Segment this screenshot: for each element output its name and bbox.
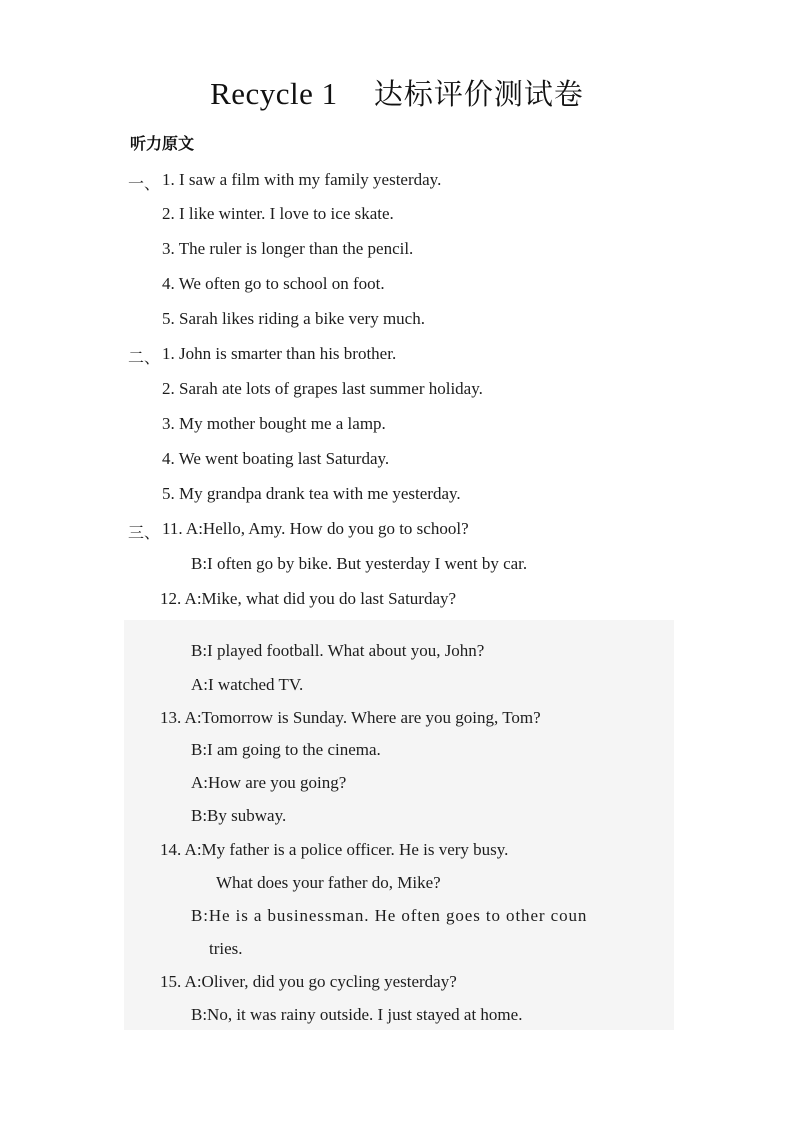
dialogue-11-b: B:I often go by bike. But yesterday I went by car. [191, 554, 528, 573]
title-chinese: 达标评价测试卷 [373, 77, 584, 111]
dialogue-12-b: B:I played football. What about you, John? [191, 641, 485, 660]
dialogue-14-a-cont: What does your father do, Mike? [216, 873, 441, 892]
section-3-marker: 三、 [128, 523, 161, 542]
dialogue-13-a2: A:How are you going? [191, 773, 347, 792]
section-1-marker: 一、 [128, 174, 161, 193]
section-1-item-2: 2. I like winter. I love to ice skate. [162, 204, 394, 223]
section-1-item-1: 1. I saw a film with my family yesterday. [162, 170, 442, 189]
dialogue-14-b: B:He is a businessman. He often goes to other coun [191, 906, 588, 925]
dialogue-14-b-cont: tries. [209, 939, 243, 958]
section-1-item-5: 5. Sarah likes riding a bike very much. [162, 309, 425, 328]
dialogue-14-a: 14. A:My father is a police officer. He is very busy. [160, 840, 509, 859]
dialogue-12-a2: A:I watched TV. [191, 675, 304, 694]
section-1-item-4: 4. We often go to school on foot. [162, 274, 385, 293]
dialogue-13-b2: B:By subway. [191, 806, 287, 825]
section-2-item-2: 2. Sarah ate lots of grapes last summer holiday. [162, 379, 483, 398]
dialogue-11-a: 11. A:Hello, Amy. How do you go to school? [162, 519, 469, 538]
section-2-item-4: 4. We went boating last Saturday. [162, 449, 390, 468]
section-2-marker: 二、 [128, 348, 161, 367]
section-2-item-5: 5. My grandpa drank tea with me yesterday. [162, 484, 461, 503]
title-english: Recycle 1 [210, 76, 338, 111]
section-2-item-1: 1. John is smarter than his brother. [162, 344, 397, 363]
dialogue-13-a: 13. A:Tomorrow is Sunday. Where are you going, Tom? [160, 708, 541, 727]
dialogue-15-a: 15. A:Oliver, did you go cycling yesterday? [160, 972, 457, 991]
listening-script-heading: 听力原文 [130, 134, 195, 153]
dialogue-15-b: B:No, it was rainy outside. I just stayed at home. [191, 1005, 523, 1024]
section-1-item-3: 3. The ruler is longer than the pencil. [162, 239, 414, 258]
document-title [0, 72, 794, 113]
dialogue-12-a: 12. A:Mike, what did you do last Saturday? [160, 589, 457, 608]
dialogue-13-b: B:I am going to the cinema. [191, 740, 381, 759]
section-2-item-3: 3. My mother bought me a lamp. [162, 414, 386, 433]
